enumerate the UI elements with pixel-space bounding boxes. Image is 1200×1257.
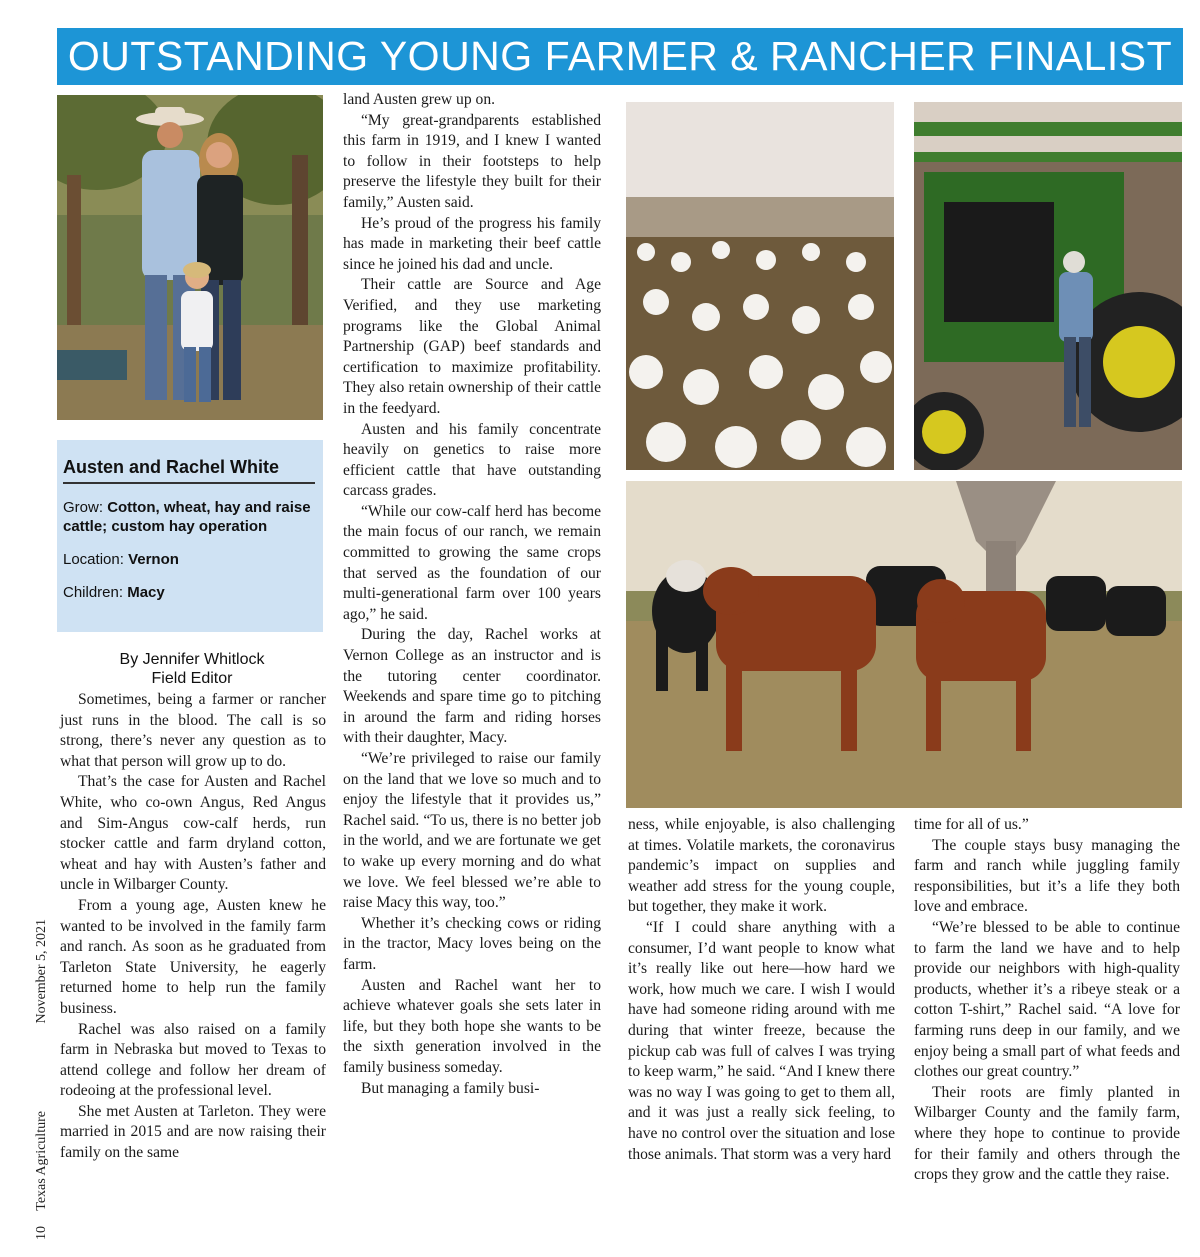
paragraph: That’s the case for Austen and Rachel White, who co-own Angus, Red Angus and Sim-Angus cow-calf herds, run stocker cattle and farm dryland cotton, wheat and hay with Austen’s father and uncle in Wilbarger County.	[60, 773, 326, 894]
location-value: Vernon	[128, 551, 179, 568]
paragraph: Rachel was also raised on a family farm in Nebraska but moved to Texas to attend college and follow her dream of rodeoing at the professional level.	[60, 1020, 326, 1100]
paragraph: The couple stays busy managing the farm and ranch while juggling family responsibilities, but it’s a life they both love and embrace.	[914, 836, 1180, 916]
byline-author: By Jennifer Whitlock	[119, 651, 265, 668]
byline	[57, 650, 327, 688]
paragraph-continued: time for all of us.”	[914, 816, 1029, 833]
cattle-herd-photo	[626, 481, 1182, 808]
page-side-strip	[28, 880, 56, 1240]
children-value: Macy	[127, 584, 165, 601]
paragraph: Austen and Rachel want her to achieve whatever goals she sets later in life, but they both hope she wants to be the sixth generation involved in the family business someday.	[343, 976, 601, 1076]
family-photo	[57, 95, 323, 420]
paragraph: Whether it’s checking cows or riding in the tractor, Macy loves being on the farm.	[343, 914, 601, 973]
issue-date: November 5, 2021	[34, 918, 49, 1024]
paragraph: Their cattle are Source and Age Verified, and they use marketing programs like the Global Animal Partnership (GAP) beef standards and certification to maximize profitability. They also retain ownership of their cattle in the feedyard.	[343, 276, 601, 417]
profile-name: Austen and Rachel White	[63, 456, 315, 484]
page-footer-vertical	[28, 880, 56, 1240]
paragraph: “We’re blessed to be able to continue to farm the land we have and to help provide our neighbors with high-quality products, whether it’s a ribeye steak or a cotton T-shirt,” Rachel said. “A love for farming runs deep in our family, and we enjoy being a small part of what feeds and clothes our great country.”	[914, 918, 1180, 1081]
paragraph-continued: ness, while enjoyable, is also challenging at times. Volatile markets, the coronavirus pandemic’s impact on supplies and weather add stress for the young couple, but together, they make it work.	[628, 816, 895, 916]
location-label: Location:	[63, 551, 124, 568]
byline-title: Field Editor	[151, 670, 233, 687]
article-column-2	[343, 90, 601, 1099]
profile-grow	[63, 498, 317, 536]
paragraph: He’s proud of the progress his family has made in marketing their beef cattle since he joined his dad and uncle.	[343, 214, 601, 273]
grow-label: Grow:	[63, 499, 104, 516]
paragraph: During the day, Rachel works at Vernon College as an instructor and is the tutoring center coordinator. Weekends and spare time go to pitching in around the farm and riding horses with their daughter, Macy.	[343, 626, 601, 747]
sprayer-equipment-photo	[914, 102, 1182, 470]
paragraph-continued: land Austen grew up on.	[343, 91, 496, 108]
profile-children	[63, 583, 317, 602]
article-column-1	[60, 690, 326, 1164]
page-banner-title: OUTSTANDING YOUNG FARMER & RANCHER FINALIST	[57, 28, 1183, 85]
paragraph: But managing a family busi-	[361, 1079, 540, 1097]
article-column-4	[914, 815, 1180, 1186]
paragraph: From a young age, Austen knew he wanted to be involved in the family farm and ranch. As soon as he graduated from Tarleton State University, he eagerly returned home to help run the family business.	[60, 896, 326, 1017]
profile-location	[63, 550, 317, 569]
paragraph: “If I could share anything with a consumer, I’d want people to know what it’s really like out here—how hard we work, how much we care. I wish I would have had someone riding around with me during that winter freeze, because the pickup cab was full of calves I was trying to keep warm,” he said. “And I knew there was no way I was going to get to them all, and it was just a really sick feeling, to have no control over the situation and lose those animals. That storm was a very hard	[628, 918, 895, 1163]
grow-value: Cotton, wheat, hay and raise cattle; custom hay operation	[63, 499, 311, 535]
paragraph: “We’re privileged to raise our family on the land that we love so much and to enjoy the lifestyle that it provides us,” Rachel said. “To us, there is no better job in the world, and we are fortunate we get to wake up every morning and do what we love. We feel blessed we’re able to raise Macy this way, too.”	[343, 750, 601, 912]
cotton-field-photo	[626, 102, 894, 470]
paragraph: Sometimes, being a farmer or rancher just runs in the blood. The call is so strong, there’s never any question as to what that person will grow up to do.	[60, 691, 326, 770]
children-label: Children:	[63, 584, 124, 601]
paragraph: She met Austen at Tarleton. They were married in 2015 and are now raising their family on the same	[60, 1102, 326, 1162]
paragraph: Their roots are fimly planted in Wilbarger County and the family farm, where they hope to continue to provide for their family and others through the crops they grow and the cattle they raise.	[914, 1083, 1180, 1184]
paragraph: “While our cow-calf herd has become the main focus of our ranch, we remain committed to growing the same crops that served as the foundation of our multi-generational farm over 100 years ago,” he said.	[343, 502, 601, 623]
page-number: 10	[34, 1226, 49, 1240]
profile-infobox	[57, 440, 323, 632]
article-column-3	[628, 815, 895, 1165]
paragraph: “My great-grandparents established this farm in 1919, and I knew I wanted to follow in their footsteps to help preserve the lifestyle they built for their family,” Austen said.	[343, 111, 601, 211]
paragraph: Austen and his family concentrate heavily on genetics to raise more efficient cattle that have outstanding carcass grades.	[343, 420, 601, 500]
publication-name: Texas Agriculture	[34, 1111, 49, 1211]
